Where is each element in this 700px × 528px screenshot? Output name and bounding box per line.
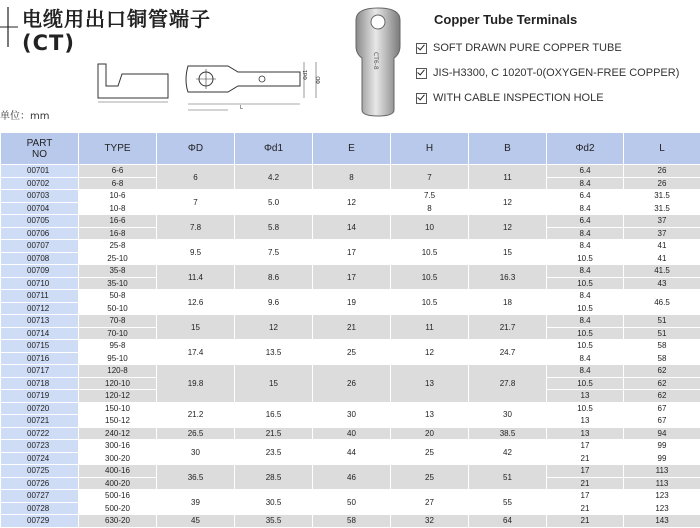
cell-type: 120-12: [79, 390, 157, 403]
table-row: [1, 402, 700, 415]
cell-D: 6: [157, 165, 235, 190]
header-B: B: [469, 133, 547, 165]
cell-type: 35-8: [79, 265, 157, 278]
table-row: [1, 190, 700, 203]
cell-part-no: 00706: [1, 227, 79, 240]
cell-d2: 21: [547, 502, 624, 515]
cell-B: 27.8: [469, 365, 547, 403]
table-row: [1, 315, 700, 328]
cell-L: 41.5: [624, 265, 700, 278]
cell-part-no: 00725: [1, 465, 79, 478]
cell-B: 18: [469, 290, 547, 315]
cell-type: 50-10: [79, 302, 157, 315]
cell-d1: 7.5: [235, 240, 313, 265]
feature-text: SOFT DRAWN PURE COPPER TUBE: [433, 42, 622, 54]
cell-H: 32: [391, 515, 469, 528]
cell-D: 9.5: [157, 240, 235, 265]
cell-d2: 10.5: [547, 327, 624, 340]
cell-B: 24.7: [469, 340, 547, 365]
cell-E: 8: [313, 165, 391, 190]
header-section: [0, 0, 700, 132]
cell-type: 400-16: [79, 465, 157, 478]
header-type: TYPE: [79, 133, 157, 165]
cell-part-no: 00714: [1, 327, 79, 340]
cell-type: 10-6: [79, 190, 157, 203]
feature-item: [416, 67, 679, 79]
table-row: [1, 340, 700, 353]
cell-D: 39: [157, 490, 235, 515]
cell-E: 50: [313, 490, 391, 515]
checkbox-icon: [416, 68, 427, 79]
cell-d2: 8.4: [547, 177, 624, 190]
cell-part-no: 00721: [1, 415, 79, 428]
page-title-code: (CT): [22, 31, 75, 55]
cell-part-no: 00712: [1, 302, 79, 315]
cell-D: 17.4: [157, 340, 235, 365]
cell-E: 44: [313, 440, 391, 465]
table-row: [1, 215, 700, 228]
cell-d2: 21: [547, 515, 624, 528]
cell-d1: 28.5: [235, 465, 313, 490]
cell-L: 31.5: [624, 190, 700, 203]
cell-L: 41: [624, 240, 700, 253]
table-row: [1, 240, 700, 253]
cell-L: 58: [624, 340, 700, 353]
cell-L: 113: [624, 465, 700, 478]
cell-d2: 8.4: [547, 202, 624, 215]
cell-d2: 8.4: [547, 365, 624, 378]
cell-L: 94: [624, 427, 700, 440]
cell-d2: 10.5: [547, 252, 624, 265]
cell-d2: 21: [547, 452, 624, 465]
cell-D: 30: [157, 440, 235, 465]
cell-type: 120-10: [79, 377, 157, 390]
cell-d1: 13.5: [235, 340, 313, 365]
cell-B: 55: [469, 490, 547, 515]
feature-item: [416, 92, 604, 104]
unit-label: 单位：mm: [0, 107, 49, 122]
cell-D: 7.8: [157, 215, 235, 240]
cell-d2: 13: [547, 427, 624, 440]
feature-text: JIS-H3300, C 1020T-0(OXYGEN-FREE COPPER): [433, 67, 679, 79]
cell-d1: 4.2: [235, 165, 313, 190]
cell-part-no: 00710: [1, 277, 79, 290]
cell-part-no: 00728: [1, 502, 79, 515]
cell-L: 62: [624, 390, 700, 403]
cell-d2: 10.5: [547, 277, 624, 290]
header-E: E: [313, 133, 391, 165]
cell-L: 43: [624, 277, 700, 290]
cell-L: 51: [624, 315, 700, 328]
cell-d2: 8.4: [547, 265, 624, 278]
cell-d2: 8.4: [547, 315, 624, 328]
cell-B: 15: [469, 240, 547, 265]
table-row: [1, 165, 700, 178]
cell-part-no: 00713: [1, 315, 79, 328]
cell-L: 113: [624, 477, 700, 490]
cell-L: 31.5: [624, 202, 700, 215]
cell-d2: 10.5: [547, 340, 624, 353]
feature-text: WITH CABLE INSPECTION HOLE: [433, 92, 604, 104]
cell-d1: 30.5: [235, 490, 313, 515]
cell-B: 38.5: [469, 427, 547, 440]
checkbox-icon: [416, 43, 427, 54]
cell-part-no: 00729: [1, 515, 79, 528]
cell-d1: 21.5: [235, 427, 313, 440]
cell-L: 67: [624, 402, 700, 415]
cell-H: 10: [391, 215, 469, 240]
cell-L: 62: [624, 377, 700, 390]
cell-B: 21.7: [469, 315, 547, 340]
table-row: [1, 515, 700, 528]
cell-B: 11: [469, 165, 547, 190]
cell-D: 12.6: [157, 290, 235, 315]
header-H: H: [391, 133, 469, 165]
cell-d1: 15: [235, 365, 313, 403]
cell-H: 10.5: [391, 265, 469, 290]
cell-d1: 23.5: [235, 440, 313, 465]
side-view-drawing: [94, 60, 172, 106]
spec-table: [0, 132, 700, 528]
cell-type: 25-8: [79, 240, 157, 253]
photo-stamp: CT6-8: [372, 52, 379, 70]
cell-D: 45: [157, 515, 235, 528]
cell-type: 500-16: [79, 490, 157, 503]
cell-B: 12: [469, 190, 547, 215]
cell-type: 95-8: [79, 340, 157, 353]
cell-part-no: 00726: [1, 477, 79, 490]
cell-H: 10.5: [391, 240, 469, 265]
cell-type: 70-8: [79, 315, 157, 328]
table-row: [1, 465, 700, 478]
cell-B: 42: [469, 440, 547, 465]
cell-D: 36.5: [157, 465, 235, 490]
cell-type: 50-8: [79, 290, 157, 303]
cell-type: 150-12: [79, 415, 157, 428]
cell-D: 15: [157, 315, 235, 340]
cell-part-no: 00718: [1, 377, 79, 390]
cell-part-no: 00719: [1, 390, 79, 403]
cell-L: 26: [624, 177, 700, 190]
header-L: L: [624, 133, 700, 165]
cell-B: 12: [469, 215, 547, 240]
cell-H: 13: [391, 402, 469, 427]
cell-type: 16-8: [79, 227, 157, 240]
cell-part-no: 00723: [1, 440, 79, 453]
cell-H: 13: [391, 365, 469, 403]
cell-L: 143: [624, 515, 700, 528]
cell-d2: 8.4: [547, 290, 624, 303]
cell-type: 300-16: [79, 440, 157, 453]
cell-D: 7: [157, 190, 235, 215]
cell-d2: 21: [547, 477, 624, 490]
cell-d2: 10.5: [547, 302, 624, 315]
cell-L: 99: [624, 440, 700, 453]
cell-type: 120-8: [79, 365, 157, 378]
table-row: [1, 365, 700, 378]
cell-E: 17: [313, 240, 391, 265]
cell-E: 46: [313, 465, 391, 490]
cell-part-no: 00724: [1, 452, 79, 465]
table-header-row: [1, 133, 700, 165]
page-title-cn: 电缆用出口铜管端子: [22, 3, 211, 32]
cell-d1: 9.6: [235, 290, 313, 315]
table-row: [1, 440, 700, 453]
cell-part-no: 00720: [1, 402, 79, 415]
cell-part-no: 00709: [1, 265, 79, 278]
top-view-drawing: [182, 58, 342, 118]
cell-B: 51: [469, 465, 547, 490]
cell-L: 62: [624, 365, 700, 378]
cell-E: 21: [313, 315, 391, 340]
cell-d1: 5.0: [235, 190, 313, 215]
cell-H: 11: [391, 315, 469, 340]
cell-H: 25: [391, 440, 469, 465]
cell-L: 67: [624, 415, 700, 428]
cell-part-no: 00717: [1, 365, 79, 378]
cell-type: 10-8: [79, 202, 157, 215]
cell-d1: 12: [235, 315, 313, 340]
header-d2: Φd2: [547, 133, 624, 165]
cell-part-no: 00701: [1, 165, 79, 178]
header-d1: Φd1: [235, 133, 313, 165]
cell-type: 300-20: [79, 452, 157, 465]
cell-L: 123: [624, 490, 700, 503]
cell-d2: 8.4: [547, 352, 624, 365]
cell-E: 12: [313, 190, 391, 215]
cell-L: 99: [624, 452, 700, 465]
checkbox-icon: [416, 93, 427, 104]
cell-type: 16-6: [79, 215, 157, 228]
cell-H: 8: [391, 202, 469, 215]
cell-D: 21.2: [157, 402, 235, 427]
cell-d2: 17: [547, 440, 624, 453]
cell-d2: 6.4: [547, 190, 624, 203]
cell-D: 19.8: [157, 365, 235, 403]
drawing-label-D: ΦD: [316, 76, 322, 84]
cell-d1: 8.6: [235, 265, 313, 290]
cell-B: 16.3: [469, 265, 547, 290]
cell-d2: 6.4: [547, 165, 624, 178]
cell-E: 17: [313, 265, 391, 290]
cell-H: 25: [391, 465, 469, 490]
cell-type: 150-10: [79, 402, 157, 415]
cell-type: 240-12: [79, 427, 157, 440]
cell-part-no: 00716: [1, 352, 79, 365]
cell-part-no: 00727: [1, 490, 79, 503]
cell-d2: 8.4: [547, 240, 624, 253]
cell-d1: 5.8: [235, 215, 313, 240]
cell-part-no: 00702: [1, 177, 79, 190]
cell-H: 27: [391, 490, 469, 515]
cell-d1: 16.5: [235, 402, 313, 427]
drawing-label-d1: Φd1: [303, 70, 309, 80]
cell-d2: 6.4: [547, 215, 624, 228]
cell-L: 58: [624, 352, 700, 365]
cell-L: 41: [624, 252, 700, 265]
table-row: [1, 427, 700, 440]
header-part-no: PART NO: [1, 133, 79, 165]
table-row: [1, 490, 700, 503]
cell-E: 25: [313, 340, 391, 365]
cell-type: 70-10: [79, 327, 157, 340]
cell-H: 7.5: [391, 190, 469, 203]
cell-type: 95-10: [79, 352, 157, 365]
cell-E: 40: [313, 427, 391, 440]
cell-H: 20: [391, 427, 469, 440]
cell-L: 37: [624, 227, 700, 240]
cell-D: 11.4: [157, 265, 235, 290]
cell-d2: 17: [547, 465, 624, 478]
cell-d2: 13: [547, 415, 624, 428]
cell-L: 26: [624, 165, 700, 178]
terminal-photo: [344, 6, 414, 118]
drawing-label-L: L: [240, 105, 243, 111]
cell-part-no: 00703: [1, 190, 79, 203]
cell-part-no: 00705: [1, 215, 79, 228]
feature-item: [416, 42, 622, 54]
cell-D: 26.5: [157, 427, 235, 440]
cell-part-no: 00722: [1, 427, 79, 440]
cell-d2: 10.5: [547, 402, 624, 415]
cell-part-no: 00704: [1, 202, 79, 215]
cell-type: 400-20: [79, 477, 157, 490]
cell-type: 6-8: [79, 177, 157, 190]
cell-type: 6-6: [79, 165, 157, 178]
cell-L: 51: [624, 327, 700, 340]
product-title: Copper Tube Terminals: [434, 12, 577, 27]
cell-d2: 8.4: [547, 227, 624, 240]
table-row: [1, 265, 700, 278]
cell-H: 7: [391, 165, 469, 190]
cell-E: 14: [313, 215, 391, 240]
cell-part-no: 00707: [1, 240, 79, 253]
cell-E: 26: [313, 365, 391, 403]
cell-type: 25-10: [79, 252, 157, 265]
cell-d1: 35.5: [235, 515, 313, 528]
header-D: ΦD: [157, 133, 235, 165]
cell-d2: 17: [547, 490, 624, 503]
cell-L: 37: [624, 215, 700, 228]
cell-L: 46.5: [624, 290, 700, 315]
cell-d2: 13: [547, 390, 624, 403]
cell-B: 64: [469, 515, 547, 528]
cell-E: 58: [313, 515, 391, 528]
cell-H: 12: [391, 340, 469, 365]
table-row: [1, 290, 700, 303]
cell-E: 19: [313, 290, 391, 315]
cell-H: 10.5: [391, 290, 469, 315]
cell-part-no: 00715: [1, 340, 79, 353]
cell-E: 30: [313, 402, 391, 427]
cell-part-no: 00711: [1, 290, 79, 303]
cell-d2: 10.5: [547, 377, 624, 390]
cell-part-no: 00708: [1, 252, 79, 265]
cell-L: 123: [624, 502, 700, 515]
crosshair-marker-icon: [0, 7, 18, 47]
cell-type: 500-20: [79, 502, 157, 515]
cell-B: 30: [469, 402, 547, 427]
cell-type: 35-10: [79, 277, 157, 290]
cell-type: 630-20: [79, 515, 157, 528]
